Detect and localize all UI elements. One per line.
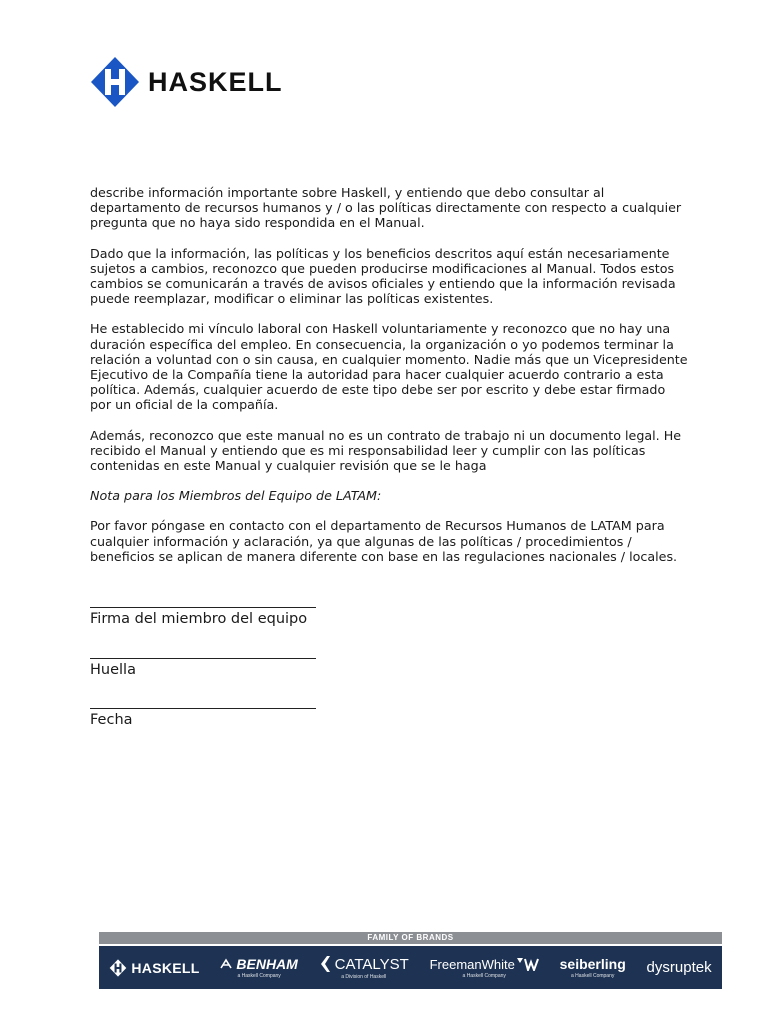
- paragraph: Por favor póngase en contacto con el departamento de Recursos Humanos de LATAM para cualquier información y aclaración, ya que algunas de las políticas / procedimientos / beneficios se aplican de manera diferente con base en las regulaciones nacionales / locales.: [90, 518, 678, 564]
- paragraph: He establecido mi vínculo laboral con Haskell voluntariamente y reconozco que no hay una duración específica del empleo. En consecuencia, la organización o yo podemos terminar la relación a voluntad con o sin causa, en cualquier momento. Nadie más que un Vicepresidente Ejecutivo de la Compañía tiene la autoridad para hacer cualquier acuerdo contrario a esta política. Además, cualquier acuerdo de este tipo debe ser por escrito y debe estar firmado por un oficial de la compañía.: [90, 321, 688, 413]
- signature-line: [90, 607, 316, 608]
- brand-freemanwhite-name: FreemanWhite: [429, 956, 515, 972]
- benham-mark-icon: [220, 958, 232, 970]
- brand-haskell-name: HASKELL: [131, 959, 200, 976]
- brand-dysruptek-name: dysruptek: [646, 959, 712, 976]
- haskell-mark-icon: [109, 959, 127, 977]
- logo-wordmark: HASKELL: [148, 66, 283, 97]
- date-label: Fecha: [90, 712, 133, 728]
- paragraph: Además, reconozco que este manual no es un contrato de trabajo ni un documento legal. He recibido el Manual y entiendo que es mi responsabilidad leer y cumplir con las políticas contenidas en este Manual y cualquier revisión que se le haga: [90, 427, 682, 474]
- brand-catalyst-sub: a Division of Haskell: [341, 974, 387, 980]
- brand-catalyst-name: CATALYST: [334, 955, 409, 973]
- fingerprint-label: Huella: [90, 662, 136, 678]
- brand-benham-name: BENHAM: [236, 956, 298, 972]
- brand-benham: [220, 956, 297, 979]
- brand-haskell: [109, 959, 199, 977]
- fingerprint-field[interactable]: [90, 658, 320, 678]
- brand-catalyst: [319, 955, 409, 980]
- fingerprint-line: [90, 658, 316, 659]
- brand-seiberling: [560, 956, 626, 979]
- latam-note-heading: Nota para los Miembros del Equipo de LATAM:: [90, 488, 382, 504]
- brands-footer: [99, 946, 722, 989]
- signature-field[interactable]: [90, 607, 320, 627]
- document-body: [90, 185, 690, 579]
- brand-seiberling-sub: a Haskell Company: [571, 973, 615, 979]
- date-field[interactable]: [90, 708, 320, 728]
- catalyst-mark-icon: [319, 955, 331, 973]
- signature-label: Firma del miembro del equipo: [90, 611, 308, 627]
- date-line: [90, 708, 316, 709]
- brand-dysruptek: [647, 959, 712, 976]
- paragraph: describe información importante sobre Haskell, y entiendo que debo consultar al departamento de recursos humanos y / o las políticas directamente con respecto a cualquier pregunta que no haya sido respondida en el Manual.: [90, 185, 682, 231]
- family-of-brands-title: FAMILY OF BRANDS: [99, 932, 722, 944]
- haskell-logo: [90, 56, 283, 108]
- brand-freemanwhite-sub: a Haskell Company: [462, 972, 506, 979]
- brand-freemanwhite: [430, 957, 539, 979]
- haskell-logo-icon: [90, 56, 140, 108]
- brand-benham-sub: a Haskell Company: [237, 973, 281, 979]
- brand-seiberling-name: seiberling: [559, 956, 626, 972]
- freemanwhite-mark-icon: [517, 957, 539, 971]
- paragraph: Dado que la información, las políticas y los beneficios descritos aquí están necesariamente sujetos a cambios, reconozco que pueden producirse modificaciones al Manual. Todos estos cambios se comunicarán a través de avisos oficiales y entiendo que la información revisada puede reemplazar, modificar o eliminar las políticas existentes.: [90, 245, 676, 307]
